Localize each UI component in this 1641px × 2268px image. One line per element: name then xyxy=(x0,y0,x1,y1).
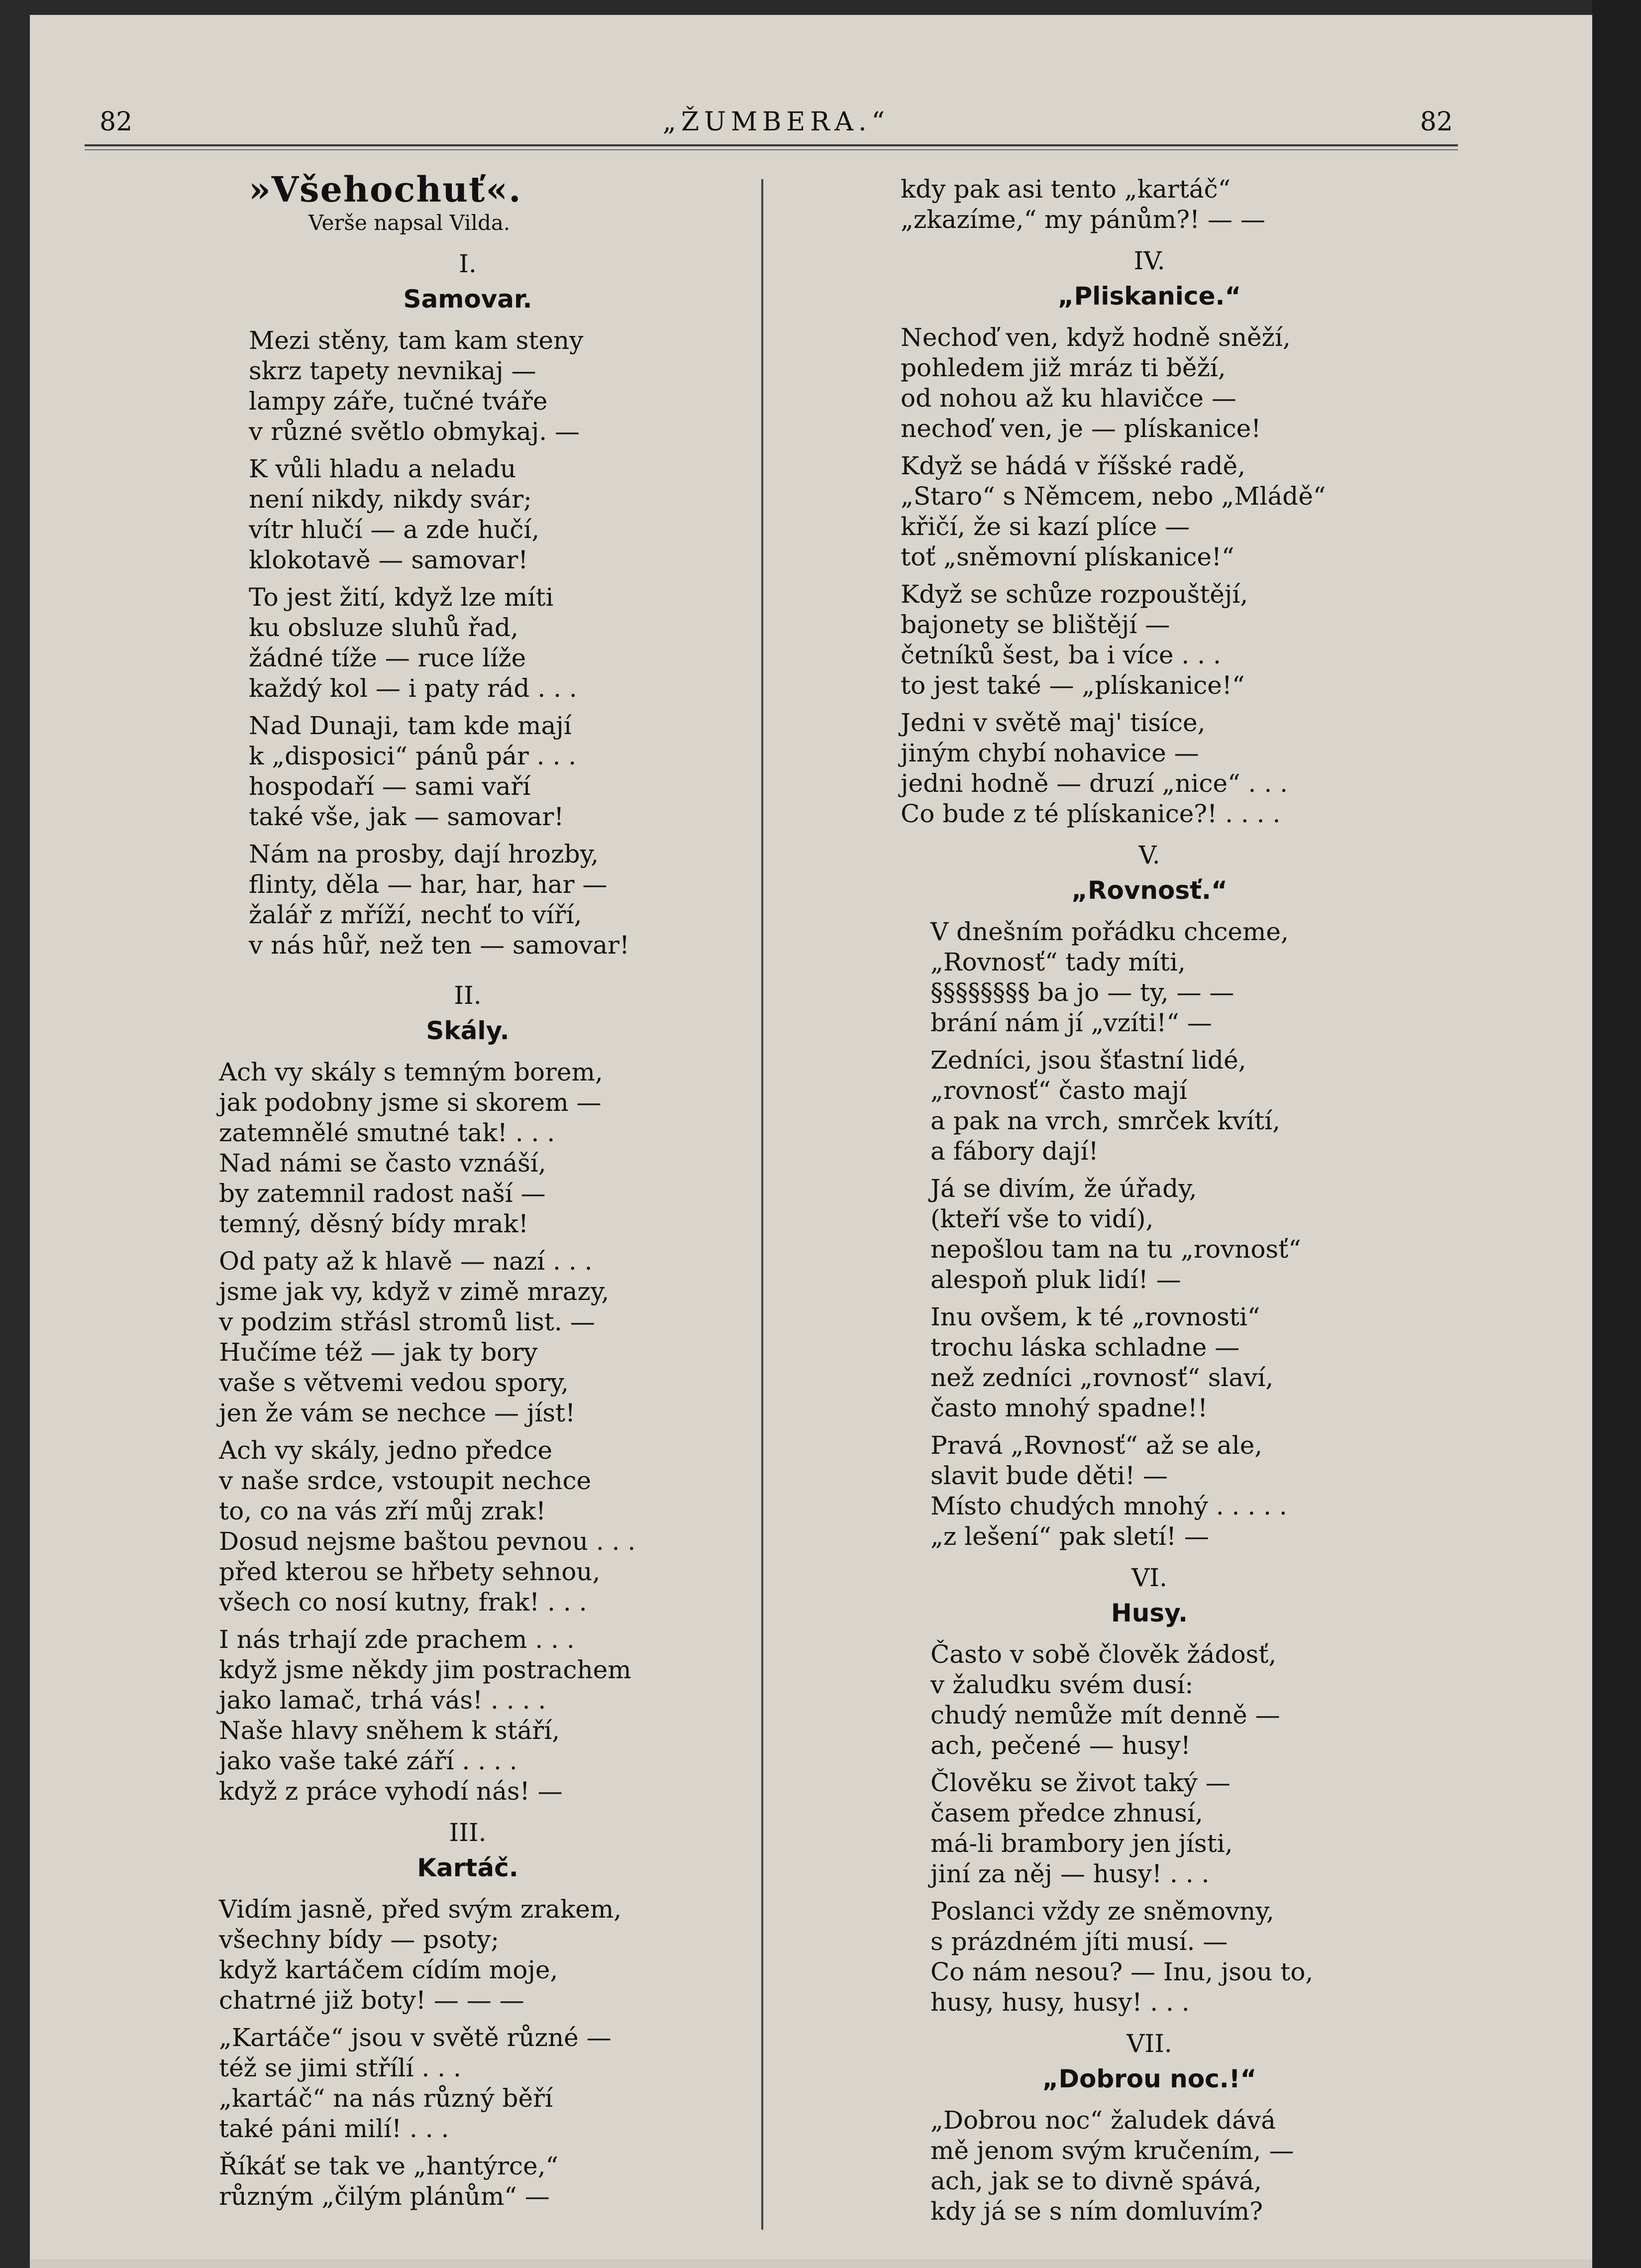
stanza xyxy=(219,1894,726,2016)
poem-byline: Verše napsal Vilda. xyxy=(308,211,511,235)
verse-line: mě jenom svým kručením, — xyxy=(930,2136,1294,2165)
verse-line: chudý nemůže mít denně — xyxy=(930,1701,1280,1729)
stanza xyxy=(219,2023,726,2144)
verse-line: jedni hodně — druzí „nice“ . . . xyxy=(901,769,1288,798)
verse-line: žádné tíže — ruce líže xyxy=(249,644,526,672)
column-divider xyxy=(761,179,763,2230)
verse-line: by zatemnil radost naší — xyxy=(219,1179,546,1208)
section-heading-rovnost: „Rovnosť.“ xyxy=(1071,876,1228,905)
verse-line: jen že vám se nechce — jíst! xyxy=(219,1399,576,1427)
verse-line: kdy pak asi tento „kartáč“ xyxy=(901,175,1231,204)
verse-line: jiní za něj — husy! . . . xyxy=(930,1859,1210,1888)
verse-line: není nikdy, nikdy svár; xyxy=(249,485,532,514)
verse-line: Zedníci, jsou šťastní lidé, xyxy=(930,1046,1246,1075)
verse-line: Nám na prosby, dají hrozby, xyxy=(249,840,599,868)
section-body-skaly xyxy=(209,1057,726,1807)
verse-line: toť „sněmovní plískanice!“ xyxy=(901,542,1234,571)
verse-line: také vše, jak — samovar! xyxy=(249,802,564,831)
verse-line: skrz tapety nevnikaj — xyxy=(249,356,536,385)
verse-line: nechoď ven, je — plískanice! xyxy=(901,414,1261,443)
verse-line: než zedníci „rovnosť“ slaví, xyxy=(930,1363,1274,1392)
section-body-husy xyxy=(901,1639,1398,2018)
verse-line: Já se divím, že úřady, xyxy=(930,1174,1197,1203)
verse-line: to, co na vás zří můj zrak! xyxy=(219,1497,546,1525)
scan-border-top xyxy=(0,0,1641,15)
verse-line: vítr hlučí — a zde hučí, xyxy=(249,515,540,544)
verse-line: před kterou se hřbety sehnou, xyxy=(219,1557,601,1586)
right-column xyxy=(901,174,1398,2234)
stanza xyxy=(219,2151,726,2212)
verse-line: flinty, děla — har, har, har — xyxy=(249,870,608,899)
verse-line: četníků šest, ba i více . . . xyxy=(901,641,1221,669)
section-heading-samovar: Samovar. xyxy=(403,285,532,314)
section-number-1: I. xyxy=(459,249,477,278)
stanza xyxy=(249,839,726,961)
verse-line: „Dobrou noc“ žaludek dává xyxy=(930,2106,1276,2135)
verse-line: Naše hlavy sněhem k stáří, xyxy=(219,1716,560,1745)
stanza xyxy=(249,454,726,575)
verse-line: Ach vy skály, jedno předce xyxy=(219,1436,553,1465)
stanza xyxy=(901,708,1398,829)
stanza xyxy=(219,1624,726,1807)
verse-line: od nohou až ku hlavičce — xyxy=(901,384,1236,413)
verse-line: Ach vy skály s temným borem, xyxy=(219,1058,603,1086)
verse-line: „rovnosť“ často mají xyxy=(930,1076,1187,1105)
stanza xyxy=(930,1045,1398,1167)
verse-line: chatrné již boty! — — — xyxy=(219,1986,524,2015)
verse-line: různým „čilým plánům“ — xyxy=(219,2182,550,2211)
verse-line: zatemnělé smutné tak! . . . xyxy=(219,1118,555,1147)
verse-line: v nás hůř, než ten — samovar! xyxy=(249,931,630,960)
verse-line: často mnohý spadne!! xyxy=(930,1394,1208,1422)
journal-title: „ŽUMBERA.“ xyxy=(662,107,890,137)
verse-line: §§§§§§§§ ba jo — ty, — — xyxy=(930,978,1234,1007)
header-rule-thin xyxy=(85,149,1458,150)
verse-line: všechny bídy — psoty; xyxy=(219,1925,500,1954)
verse-line: k „disposici“ pánů pár . . . xyxy=(249,742,577,770)
stanza xyxy=(930,1768,1398,1889)
verse-line: „Staro“ s Němcem, nebo „Mládě“ xyxy=(901,482,1326,511)
verse-line: Od paty až k hlavě — nazí . . . xyxy=(219,1247,593,1276)
verse-line: když z práce vyhodí nás! — xyxy=(219,1777,563,1806)
verse-line: když kartáčem cídím moje, xyxy=(219,1955,558,1984)
verse-line: Nad Dunaji, tam kde mají xyxy=(249,711,572,740)
verse-line: v podzim střásl stromů list. — xyxy=(219,1307,595,1336)
verse-line: husy, husy, husy! . . . xyxy=(930,1988,1190,2017)
stanza xyxy=(901,451,1398,572)
verse-line: „zkazíme,“ my pánům?! — — xyxy=(901,205,1265,234)
section-body-pliskanice xyxy=(901,323,1398,829)
verse-line: ach, pečené — husy! xyxy=(930,1731,1191,1760)
verse-line: Poslanci vždy ze sněmovny, xyxy=(930,1897,1274,1926)
verse-line: To jest žití, když lze míti xyxy=(249,583,554,612)
verse-line: jiným chybí nohavice — xyxy=(901,739,1199,767)
verse-line: to jest také — „plískanice!“ xyxy=(901,671,1245,700)
scan-border-left xyxy=(0,0,30,2268)
stanza xyxy=(219,1057,726,1239)
verse-line: Hučíme též — jak ty bory xyxy=(219,1338,538,1367)
verse-line: pohledem již mráz ti běží, xyxy=(901,353,1226,382)
verse-line: ach, jak se to divně spává, xyxy=(930,2166,1262,2195)
verse-line: nepošlou tam na tu „rovnosť“ xyxy=(930,1235,1301,1264)
verse-line: V dnešním pořádku chceme, xyxy=(930,917,1289,946)
verse-line: trochu láska schladne — xyxy=(930,1333,1240,1362)
section-number-2: II. xyxy=(454,981,482,1010)
section-number-4: IV. xyxy=(1133,246,1165,275)
stanza xyxy=(249,582,726,704)
verse-line: Mezi stěny, tam kam steny xyxy=(249,326,584,355)
section-heading-dobrou-noc: „Dobrou noc.!“ xyxy=(1042,2064,1257,2093)
section-body-samovar xyxy=(209,325,726,961)
stanza xyxy=(901,579,1398,701)
verse-line: temný, děsný bídy mrak! xyxy=(219,1209,528,1238)
page-header xyxy=(100,107,1453,147)
scan-border-right xyxy=(1592,0,1641,2268)
verse-line: jako lamač, trhá vás! . . . . xyxy=(219,1686,546,1715)
section-body-rovnost xyxy=(901,917,1398,1552)
verse-line: hospodaří — sami vaří xyxy=(249,772,531,801)
verse-line: Inu ovšem, k té „rovnosti“ xyxy=(930,1302,1260,1331)
verse-line: Místo chudých mnohý . . . . . xyxy=(930,1492,1287,1520)
verse-line: a pak na vrch, smrček kvítí, xyxy=(930,1106,1281,1135)
section-number-5: V. xyxy=(1138,841,1160,869)
verse-line: Člověku se život taký — xyxy=(930,1768,1231,1797)
verse-line: „Rovnosť“ tady míti, xyxy=(930,948,1186,976)
verse-line: klokotavě — samovar! xyxy=(249,545,528,574)
stanza xyxy=(930,1174,1398,1295)
verse-line: vaše s větvemi vedou spory, xyxy=(219,1368,569,1397)
verse-line: s prázdném jíti musí. — xyxy=(930,1927,1228,1956)
verse-line: Nad námi se často vznáší, xyxy=(219,1149,546,1178)
verse-line: K vůli hladu a neladu xyxy=(249,454,516,483)
verse-line: jako vaše také září . . . . xyxy=(219,1746,517,1775)
verse-line: v různé světlo obmykaj. — xyxy=(249,417,580,446)
section-body-dobrou-noc xyxy=(901,2105,1398,2227)
section-body-kartac xyxy=(209,1894,726,2212)
stanza xyxy=(930,1430,1398,1552)
verse-line: „Kartáče“ jsou v světě různé — xyxy=(219,2023,612,2052)
section-heading-kartac: Kartáč. xyxy=(417,1853,518,1882)
verse-line: všech co nosí kutny, frak! . . . xyxy=(219,1588,587,1617)
verse-line: alespoň pluk lidí! — xyxy=(930,1265,1181,1294)
verse-line: Nechoď ven, když hodně sněží, xyxy=(901,323,1291,352)
verse-line: „kartáč“ na nás různý běří xyxy=(219,2084,553,2113)
verse-line: jak podobny jsme si skorem — xyxy=(219,1088,602,1117)
section-heading-pliskanice: „Pliskanice.“ xyxy=(1057,282,1241,311)
stanza xyxy=(901,323,1398,444)
stanza xyxy=(219,1435,726,1618)
verse-line: lampy záře, tučné tváře xyxy=(249,387,548,416)
header-rule xyxy=(85,144,1458,146)
verse-line: jsme jak vy, když v zimě mrazy, xyxy=(219,1277,610,1306)
verse-line: křičí, že si kazí plíce — xyxy=(901,512,1190,541)
verse-line: žalář z mříží, nechť to víří, xyxy=(249,900,582,929)
verse-line: kdy já se s ním domluvím? xyxy=(930,2197,1263,2226)
left-column xyxy=(209,169,726,2219)
verse-line: Vidím jasně, před svým zrakem, xyxy=(219,1895,622,1924)
verse-line: každý kol — i paty rád . . . xyxy=(249,674,577,703)
verse-line: slavit bude děti! — xyxy=(930,1461,1168,1490)
page-number-right: 82 xyxy=(1420,107,1453,137)
verse-line: Co nám nesou? — Inu, jsou to, xyxy=(930,1957,1314,1986)
stanza xyxy=(930,1302,1398,1423)
poem-title: »Všehochuť«. xyxy=(249,169,522,210)
verse-line: Jedni v světě maj' tisíce, xyxy=(901,708,1206,737)
verse-line: též se jimi střílí . . . xyxy=(219,2053,461,2082)
verse-line: a fábory dají! xyxy=(930,1137,1099,1166)
stanza xyxy=(249,325,726,447)
verse-line: (kteří vše to vidí), xyxy=(930,1204,1154,1233)
verse-line: Dosud nejsme baštou pevnou . . . xyxy=(219,1527,636,1556)
stanza xyxy=(930,1896,1398,2018)
verse-line: Když se schůze rozpouštějí, xyxy=(901,580,1248,609)
verse-line: Když se hádá v říšské radě, xyxy=(901,451,1246,480)
verse-line: I nás trhají zde prachem . . . xyxy=(219,1625,575,1654)
section-number-7: VII. xyxy=(1127,2029,1172,2058)
verse-line: ku obsluze sluhů řad, xyxy=(249,613,518,642)
section-number-6: VI. xyxy=(1131,1563,1167,1592)
verse-line: v naše srdce, vstoupit nechce xyxy=(219,1466,592,1495)
verse-line: má-li brambory jen jísti, xyxy=(930,1829,1233,1858)
section-heading-skaly: Skály. xyxy=(426,1016,510,1045)
verse-line: Co bude z té plískanice?! . . . . xyxy=(901,799,1281,828)
stanza xyxy=(901,174,1398,235)
verse-line: „z lešení“ pak sletí! — xyxy=(930,1522,1209,1551)
section-body-kartac-continued xyxy=(901,174,1398,235)
verse-line: brání nám jí „vzíti!“ — xyxy=(930,1008,1212,1037)
section-heading-husy: Husy. xyxy=(1111,1599,1188,1627)
section-number-3: III. xyxy=(449,1818,487,1847)
stanza xyxy=(249,711,726,832)
verse-line: když jsme někdy jim postrachem xyxy=(219,1655,631,1684)
verse-line: v žaludku svém dusí: xyxy=(930,1670,1194,1699)
verse-line: Pravá „Rovnosť“ až se ale, xyxy=(930,1431,1263,1460)
verse-line: bajonety se blištějí — xyxy=(901,610,1170,639)
verse-line: Říkáť se tak ve „hantýrce,“ xyxy=(219,2152,559,2180)
verse-line: Často v sobě člověk žádosť, xyxy=(930,1640,1277,1669)
stanza xyxy=(930,917,1398,1038)
verse-line: také páni milí! . . . xyxy=(219,2114,449,2143)
stanza xyxy=(219,1246,726,1428)
stanza xyxy=(930,2105,1398,2227)
page-number-left: 82 xyxy=(100,107,133,137)
verse-line: časem předce zhnusí, xyxy=(930,1799,1203,1828)
stanza xyxy=(930,1639,1398,1761)
